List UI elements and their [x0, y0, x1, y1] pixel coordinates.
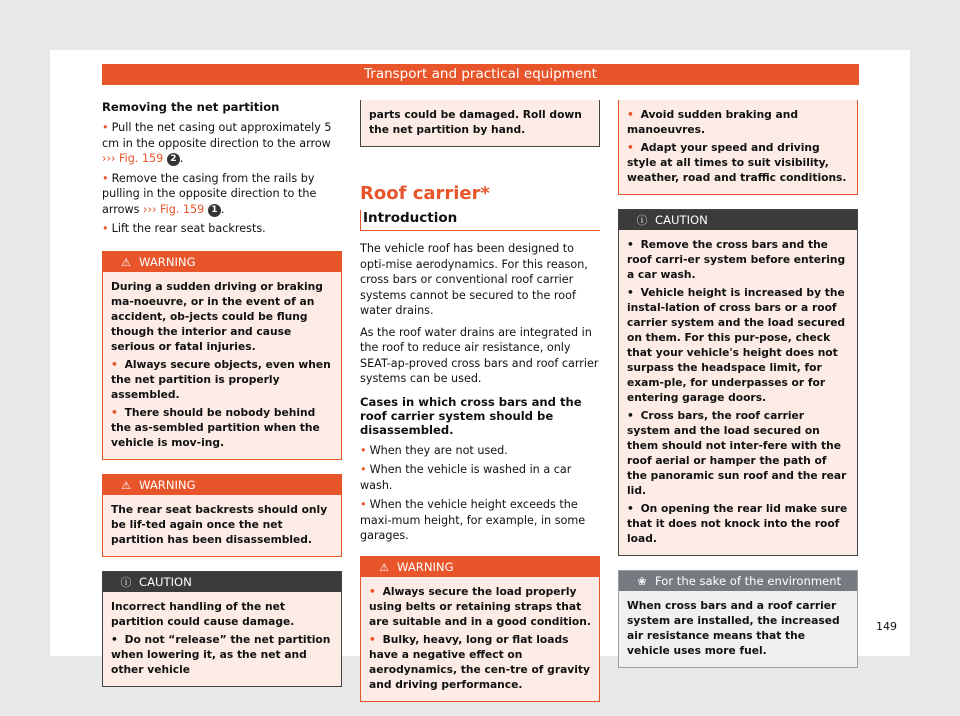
list-item: • Always secure objects, even when the net partition is properly assembled. [111, 357, 331, 401]
paragraph: The vehicle roof has been designed to opti-mise aerodynamics. For this reason, cross bars or conventional roof carrier systems cannot be secured to the roof water drains. [360, 242, 588, 317]
list-item: • Remove the casing from the rails by pulling in the opposite direction to the arrows ››› Fig. 159 1 . [102, 171, 317, 216]
bullet-icon: • [102, 121, 109, 134]
list-item: • There should be nobody behind the as-sembled partition when the vehicle is mov-ing. [111, 405, 320, 449]
list-item: • When the vehicle height exceeds the maxi-mum height, for example, in some garages. [360, 498, 586, 542]
callout-number: 1 [208, 204, 221, 217]
list-item: • Lift the rear seat backrests. [102, 222, 266, 235]
list-item: • When they are not used. [360, 443, 508, 457]
bullet-icon: • [102, 171, 109, 185]
subheading: Cases in which cross bars and the roof carrier system should be disassembled. [360, 394, 582, 437]
warning-triangle-icon: ⚠ [121, 478, 131, 492]
warning-box-continued [618, 100, 858, 195]
warning-box [360, 556, 600, 702]
warning-triangle-icon: ⚠ [121, 255, 131, 269]
list-item: • Adapt your speed and driving style at all times to suit visibility, weather, road and traffic conditions. [627, 141, 847, 184]
caution-text: Incorrect handling of the net partition could cause damage. [111, 599, 295, 628]
list-item: • Vehicle height is increased by the instal-lation of cross bars or a roof carrier system and the load secured on them. For this pur-pose, check that your vehicle's height does not surpass the headspace limit, for exam-ple, for underpasses or for entering garage doors. [627, 286, 846, 404]
caution-header: ⓘ CAUTION [619, 210, 857, 230]
caution-box [618, 209, 858, 556]
caution-text: parts could be damaged. Roll down the net partition by hand. [369, 108, 582, 136]
warning-text: During a sudden driving or braking ma-noeuvre, or in the event of an accident, ob-jects could be flung though the interior and cause serious or fatal injuries. [111, 279, 323, 353]
paragraph: As the roof water drains are integrated in the roof to reduce air resistance, only SEAT-ap-proved cross bars and roof carrier systems can be used. [360, 325, 599, 385]
list-item: • On opening the rear lid make sure that it does not knock into the roof load. [627, 502, 848, 545]
list-item: • Pull the net casing out approximately 5 cm in the opposite direction to the arrow ››› Fig. 159 2 . [102, 121, 332, 165]
warning-header: ⚠ WARNING [103, 252, 341, 272]
page-number: 149 [876, 620, 897, 633]
bullet-icon: • [102, 222, 109, 235]
list-item: • Do not “release” the net partition when lowering it, as the net and other vehicle [111, 632, 331, 676]
section-title: Roof carrier* [360, 183, 490, 204]
list-item: • Bulky, heavy, long or flat loads have a negative effect on aerodynamics, the cen-tre of gravity and driving performance. [369, 632, 591, 691]
environment-header: ❀ For the sake of the environment [619, 571, 857, 591]
warning-box [102, 251, 342, 460]
warning-header: ⚠ WARNING [103, 475, 341, 495]
column-right [618, 100, 858, 682]
list-item: • Always secure the load properly using belts or retaining straps that are suitable and in a good condition. [369, 584, 591, 628]
warning-header: ⚠ WARNING [361, 557, 599, 577]
callout-number: 2 [167, 153, 180, 166]
column-middle [360, 100, 600, 716]
caution-box [102, 571, 342, 687]
caution-header: ⓘ CAUTION [103, 572, 341, 592]
list-item: • When the vehicle is washed in a car wash. [360, 463, 572, 492]
figure-link[interactable]: ››› Fig. 159 [102, 152, 164, 165]
page-header: Transport and practical equipment [102, 64, 859, 85]
caution-box-continued [360, 100, 600, 147]
list-item: • Remove the cross bars and the roof carri-er system before entering a car wash. [627, 238, 846, 281]
environment-box [618, 570, 858, 668]
warning-triangle-icon: ⚠ [379, 560, 389, 574]
column-left [102, 100, 342, 701]
section-heading: Removing the net partition [102, 100, 280, 114]
warning-text: The rear seat backrests should only be lif-ted again once the net partition has been disassembled. [111, 502, 328, 546]
caution-circle-icon: ⓘ [120, 575, 132, 589]
environment-text: When cross bars and a roof carrier system are installed, the increased air resistance means that the vehicle uses more fuel. [627, 599, 840, 657]
figure-link[interactable]: ››› Fig. 159 [143, 202, 205, 216]
list-item: • Avoid sudden braking and manoeuvres. [627, 108, 799, 136]
subsection-title: Introduction [360, 210, 600, 231]
caution-circle-icon: ⓘ [636, 214, 648, 227]
list-item: • Cross bars, the roof carrier system and the load secured on them should not inter-fere with the roof aerial or hamper the path of the panoramic sun roof and the rear lid. [627, 409, 847, 497]
warning-box [102, 474, 342, 557]
flower-icon: ❀ [637, 575, 647, 588]
